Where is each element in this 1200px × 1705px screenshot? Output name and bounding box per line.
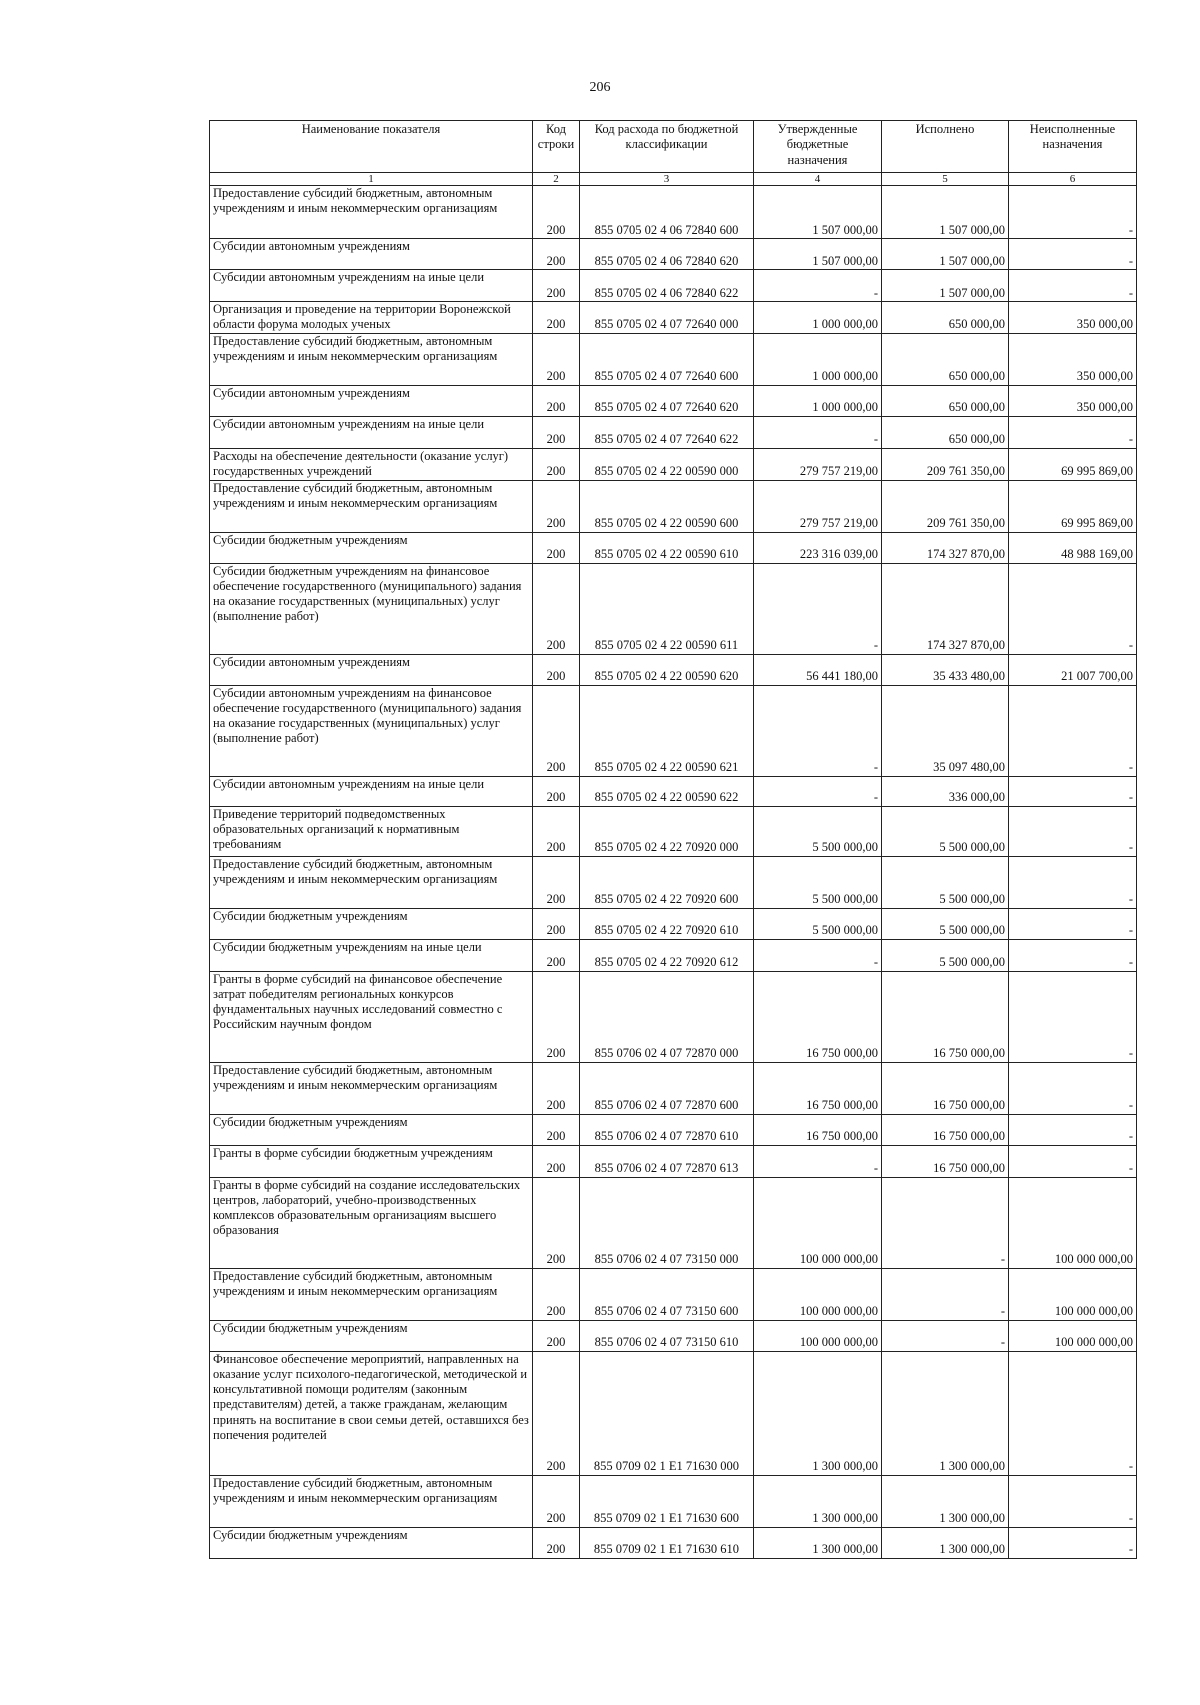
unexecuted-amount: -: [1009, 239, 1137, 270]
budget-code: 855 0705 02 4 22 00590 622: [580, 776, 754, 806]
line-code: 200: [533, 776, 580, 806]
executed-amount: -: [882, 1177, 1009, 1268]
executed-amount: 1 507 000,00: [882, 270, 1009, 302]
table-row: [210, 270, 1137, 302]
column-number: 4: [754, 173, 882, 186]
table-row: [210, 685, 1137, 776]
unexecuted-amount: 100 000 000,00: [1009, 1177, 1137, 1268]
page-number: 206: [589, 80, 611, 95]
executed-amount: 16 750 000,00: [882, 971, 1009, 1062]
indicator-name: Гранты в форме субсидий на финансовое обеспечение затрат победителям региональных конкурсов фундаментальных научных исследований совместно с Российским научным фондом: [210, 971, 533, 1062]
line-code: 200: [533, 685, 580, 776]
approved-amount: 16 750 000,00: [754, 1114, 882, 1145]
indicator-name: Предоставление субсидий бюджетным, автономным учреждениям и иным некоммерческим организациям: [210, 1062, 533, 1114]
approved-amount: 1 507 000,00: [754, 239, 882, 270]
executed-amount: 1 507 000,00: [882, 186, 1009, 239]
line-code: 200: [533, 806, 580, 856]
unexecuted-amount: -: [1009, 270, 1137, 302]
unexecuted-amount: -: [1009, 1527, 1137, 1558]
executed-amount: 1 300 000,00: [882, 1475, 1009, 1527]
approved-amount: 1 000 000,00: [754, 302, 882, 334]
table-row: [210, 1320, 1137, 1351]
line-code: 200: [533, 1145, 580, 1177]
executed-amount: 5 500 000,00: [882, 856, 1009, 908]
approved-amount: 223 316 039,00: [754, 532, 882, 563]
executed-amount: 174 327 870,00: [882, 532, 1009, 563]
executed-amount: 5 500 000,00: [882, 939, 1009, 971]
executed-amount: 650 000,00: [882, 333, 1009, 385]
budget-code: 855 0706 02 4 07 72870 600: [580, 1062, 754, 1114]
budget-code: 855 0705 02 4 07 72640 620: [580, 385, 754, 416]
executed-amount: 209 761 350,00: [882, 480, 1009, 532]
budget-code: 855 0705 02 4 22 00590 610: [580, 532, 754, 563]
table-row: [210, 971, 1137, 1062]
table-row: [210, 1351, 1137, 1475]
table-row: [210, 856, 1137, 908]
indicator-name: Предоставление субсидий бюджетным, автономным учреждениям и иным некоммерческим организациям: [210, 186, 533, 239]
header-budget-code: Код расхода по бюджетной классификации: [580, 121, 754, 173]
unexecuted-amount: 48 988 169,00: [1009, 532, 1137, 563]
column-number: 5: [882, 173, 1009, 186]
table-row: [210, 939, 1137, 971]
budget-code: 855 0709 02 1 E1 71630 610: [580, 1527, 754, 1558]
budget-code: 855 0705 02 4 22 70920 610: [580, 908, 754, 939]
executed-amount: 35 097 480,00: [882, 685, 1009, 776]
line-code: 200: [533, 186, 580, 239]
budget-code: 855 0706 02 4 07 73150 600: [580, 1268, 754, 1320]
indicator-name: Финансовое обеспечение мероприятий, направленных на оказание услуг психолого-педагогической, методической и консультативной помощи родителям (законным представителям) детей, а также гражданам, желающим принять на воспитание в свои семьи детей, оставшихся без попечения родителей: [210, 1351, 533, 1475]
table-row: [210, 806, 1137, 856]
executed-amount: 1 300 000,00: [882, 1351, 1009, 1475]
indicator-name: Субсидии бюджетным учреждениям: [210, 532, 533, 563]
approved-amount: 1 000 000,00: [754, 385, 882, 416]
approved-amount: 1 507 000,00: [754, 186, 882, 239]
header-unexecuted: Неисполненные назначения: [1009, 121, 1137, 173]
executed-amount: 1 507 000,00: [882, 239, 1009, 270]
unexecuted-amount: 69 995 869,00: [1009, 480, 1137, 532]
budget-code: 855 0705 02 4 22 70920 600: [580, 856, 754, 908]
line-code: 200: [533, 939, 580, 971]
header-executed: Исполнено: [882, 121, 1009, 173]
unexecuted-amount: -: [1009, 1351, 1137, 1475]
executed-amount: 650 000,00: [882, 302, 1009, 334]
indicator-name: Гранты в форме субсидий на создание исследовательских центров, лабораторий, учебно-производственных комплексов образовательным организациям высшего образования: [210, 1177, 533, 1268]
table-row: [210, 302, 1137, 334]
unexecuted-amount: -: [1009, 186, 1137, 239]
budget-code: 855 0705 02 4 22 00590 621: [580, 685, 754, 776]
unexecuted-amount: -: [1009, 1062, 1137, 1114]
unexecuted-amount: 69 995 869,00: [1009, 448, 1137, 480]
approved-amount: -: [754, 270, 882, 302]
approved-amount: -: [754, 776, 882, 806]
column-number: 3: [580, 173, 754, 186]
executed-amount: 16 750 000,00: [882, 1114, 1009, 1145]
table-row: [210, 1475, 1137, 1527]
header-indicator-name: Наименование показателя: [210, 121, 533, 173]
line-code: 200: [533, 270, 580, 302]
approved-amount: -: [754, 1145, 882, 1177]
line-code: 200: [533, 1177, 580, 1268]
budget-code: 855 0705 02 4 06 72840 620: [580, 239, 754, 270]
indicator-name: Организация и проведение на территории Воронежской области форума молодых ученых: [210, 302, 533, 334]
executed-amount: 1 300 000,00: [882, 1527, 1009, 1558]
budget-code: 855 0705 02 4 22 00590 600: [580, 480, 754, 532]
indicator-name: Субсидии автономным учреждениям на финансовое обеспечение государственного (муниципального) задания на оказание государственных (муниципальных) услуг (выполнение работ): [210, 685, 533, 776]
indicator-name: Субсидии бюджетным учреждениям: [210, 1114, 533, 1145]
approved-amount: 5 500 000,00: [754, 806, 882, 856]
line-code: 200: [533, 1062, 580, 1114]
line-code: 200: [533, 1475, 580, 1527]
approved-amount: -: [754, 939, 882, 971]
approved-amount: 16 750 000,00: [754, 1062, 882, 1114]
budget-code: 855 0705 02 4 06 72840 622: [580, 270, 754, 302]
unexecuted-amount: -: [1009, 685, 1137, 776]
table-row: [210, 416, 1137, 448]
table-row: [210, 239, 1137, 270]
header-approved: Утвержденные бюджетные назначения: [754, 121, 882, 173]
table-row: [210, 908, 1137, 939]
line-code: 200: [533, 1114, 580, 1145]
unexecuted-amount: -: [1009, 776, 1137, 806]
executed-amount: -: [882, 1320, 1009, 1351]
approved-amount: 279 757 219,00: [754, 448, 882, 480]
table-row: [210, 385, 1137, 416]
unexecuted-amount: -: [1009, 563, 1137, 654]
budget-code: 855 0706 02 4 07 73150 000: [580, 1177, 754, 1268]
indicator-name: Субсидии автономным учреждениям на иные цели: [210, 776, 533, 806]
table-row: [210, 1268, 1137, 1320]
indicator-name: Субсидии автономным учреждениям на иные цели: [210, 270, 533, 302]
approved-amount: 279 757 219,00: [754, 480, 882, 532]
indicator-name: Предоставление субсидий бюджетным, автономным учреждениям и иным некоммерческим организациям: [210, 1268, 533, 1320]
budget-code: 855 0705 02 4 22 70920 612: [580, 939, 754, 971]
approved-amount: 16 750 000,00: [754, 971, 882, 1062]
indicator-name: Субсидии бюджетным учреждениям: [210, 908, 533, 939]
line-code: 200: [533, 1527, 580, 1558]
unexecuted-amount: -: [1009, 939, 1137, 971]
approved-amount: 100 000 000,00: [754, 1268, 882, 1320]
executed-amount: 336 000,00: [882, 776, 1009, 806]
column-number: 6: [1009, 173, 1137, 186]
indicator-name: Приведение территорий подведомственных образовательных организаций к нормативным требованиям: [210, 806, 533, 856]
table-row: [210, 333, 1137, 385]
budget-code: 855 0706 02 4 07 72870 613: [580, 1145, 754, 1177]
table-row: [210, 532, 1137, 563]
executed-amount: 650 000,00: [882, 416, 1009, 448]
line-code: 200: [533, 1320, 580, 1351]
indicator-name: Субсидии бюджетным учреждениям на финансовое обеспечение государственного (муниципального) задания на оказание государственных (муниципальных) услуг (выполнение работ): [210, 563, 533, 654]
approved-amount: 1 300 000,00: [754, 1351, 882, 1475]
unexecuted-amount: 100 000 000,00: [1009, 1320, 1137, 1351]
column-number: 1: [210, 173, 533, 186]
line-code: 200: [533, 654, 580, 685]
indicator-name: Субсидии автономным учреждениям на иные цели: [210, 416, 533, 448]
indicator-name: Субсидии автономным учреждениям: [210, 385, 533, 416]
budget-code: 855 0709 02 1 E1 71630 000: [580, 1351, 754, 1475]
line-code: 200: [533, 1268, 580, 1320]
column-number: 2: [533, 173, 580, 186]
budget-code: 855 0706 02 4 07 72870 000: [580, 971, 754, 1062]
budget-code: 855 0705 02 4 22 00590 611: [580, 563, 754, 654]
executed-amount: 35 433 480,00: [882, 654, 1009, 685]
indicator-name: Субсидии автономным учреждениям: [210, 239, 533, 270]
indicator-name: Субсидии бюджетным учреждениям: [210, 1320, 533, 1351]
unexecuted-amount: 350 000,00: [1009, 333, 1137, 385]
line-code: 200: [533, 448, 580, 480]
budget-code: 855 0705 02 4 07 72640 000: [580, 302, 754, 334]
indicator-name: Предоставление субсидий бюджетным, автономным учреждениям и иным некоммерческим организациям: [210, 856, 533, 908]
line-code: 200: [533, 1351, 580, 1475]
line-code: 200: [533, 532, 580, 563]
unexecuted-amount: 100 000 000,00: [1009, 1268, 1137, 1320]
table-row: [210, 1114, 1137, 1145]
table-row: [210, 563, 1137, 654]
table-row: [210, 448, 1137, 480]
executed-amount: 5 500 000,00: [882, 806, 1009, 856]
budget-code: 855 0705 02 4 22 00590 000: [580, 448, 754, 480]
executed-amount: 209 761 350,00: [882, 448, 1009, 480]
unexecuted-amount: -: [1009, 971, 1137, 1062]
line-code: 200: [533, 385, 580, 416]
unexecuted-amount: -: [1009, 1475, 1137, 1527]
column-number-row: [210, 173, 1137, 186]
indicator-name: Субсидии бюджетным учреждениям на иные цели: [210, 939, 533, 971]
approved-amount: -: [754, 563, 882, 654]
table-row: [210, 654, 1137, 685]
line-code: 200: [533, 239, 580, 270]
approved-amount: 100 000 000,00: [754, 1177, 882, 1268]
line-code: 200: [533, 971, 580, 1062]
indicator-name: Субсидии автономным учреждениям: [210, 654, 533, 685]
approved-amount: 1 000 000,00: [754, 333, 882, 385]
indicator-name: Предоставление субсидий бюджетным, автономным учреждениям и иным некоммерческим организациям: [210, 480, 533, 532]
table-body: [210, 186, 1137, 1559]
executed-amount: 5 500 000,00: [882, 908, 1009, 939]
table-row: [210, 480, 1137, 532]
budget-code: 855 0706 02 4 07 72870 610: [580, 1114, 754, 1145]
budget-code: 855 0705 02 4 07 72640 600: [580, 333, 754, 385]
budget-code: 855 0705 02 4 06 72840 600: [580, 186, 754, 239]
unexecuted-amount: 350 000,00: [1009, 385, 1137, 416]
budget-code: 855 0705 02 4 07 72640 622: [580, 416, 754, 448]
approved-amount: 5 500 000,00: [754, 908, 882, 939]
line-code: 200: [533, 416, 580, 448]
indicator-name: Гранты в форме субсидии бюджетным учреждениям: [210, 1145, 533, 1177]
unexecuted-amount: -: [1009, 416, 1137, 448]
unexecuted-amount: -: [1009, 1114, 1137, 1145]
budget-execution-table: [209, 120, 1137, 1559]
approved-amount: -: [754, 416, 882, 448]
unexecuted-amount: -: [1009, 908, 1137, 939]
table-row: [210, 1062, 1137, 1114]
line-code: 200: [533, 856, 580, 908]
approved-amount: 56 441 180,00: [754, 654, 882, 685]
line-code: 200: [533, 302, 580, 334]
budget-code: 855 0709 02 1 E1 71630 600: [580, 1475, 754, 1527]
executed-amount: 650 000,00: [882, 385, 1009, 416]
table-row: [210, 776, 1137, 806]
line-code: 200: [533, 480, 580, 532]
table-row: [210, 1145, 1137, 1177]
line-code: 200: [533, 563, 580, 654]
executed-amount: -: [882, 1268, 1009, 1320]
table-row: [210, 186, 1137, 239]
line-code: 200: [533, 908, 580, 939]
unexecuted-amount: -: [1009, 856, 1137, 908]
budget-code: 855 0706 02 4 07 73150 610: [580, 1320, 754, 1351]
budget-code: 855 0705 02 4 22 70920 000: [580, 806, 754, 856]
unexecuted-amount: 350 000,00: [1009, 302, 1137, 334]
header-line-code: Код строки: [533, 121, 580, 173]
approved-amount: -: [754, 685, 882, 776]
unexecuted-amount: 21 007 700,00: [1009, 654, 1137, 685]
budget-code: 855 0705 02 4 22 00590 620: [580, 654, 754, 685]
approved-amount: 5 500 000,00: [754, 856, 882, 908]
indicator-name: Предоставление субсидий бюджетным, автономным учреждениям и иным некоммерческим организациям: [210, 333, 533, 385]
unexecuted-amount: -: [1009, 1145, 1137, 1177]
table-row: [210, 1177, 1137, 1268]
approved-amount: 1 300 000,00: [754, 1527, 882, 1558]
indicator-name: Субсидии бюджетным учреждениям: [210, 1527, 533, 1558]
line-code: 200: [533, 333, 580, 385]
executed-amount: 16 750 000,00: [882, 1145, 1009, 1177]
approved-amount: 1 300 000,00: [754, 1475, 882, 1527]
executed-amount: 174 327 870,00: [882, 563, 1009, 654]
unexecuted-amount: -: [1009, 806, 1137, 856]
indicator-name: Предоставление субсидий бюджетным, автономным учреждениям и иным некоммерческим организациям: [210, 1475, 533, 1527]
table-row: [210, 1527, 1137, 1558]
executed-amount: 16 750 000,00: [882, 1062, 1009, 1114]
header-row: [210, 121, 1137, 173]
approved-amount: 100 000 000,00: [754, 1320, 882, 1351]
indicator-name: Расходы на обеспечение деятельности (оказание услуг) государственных учреждений: [210, 448, 533, 480]
